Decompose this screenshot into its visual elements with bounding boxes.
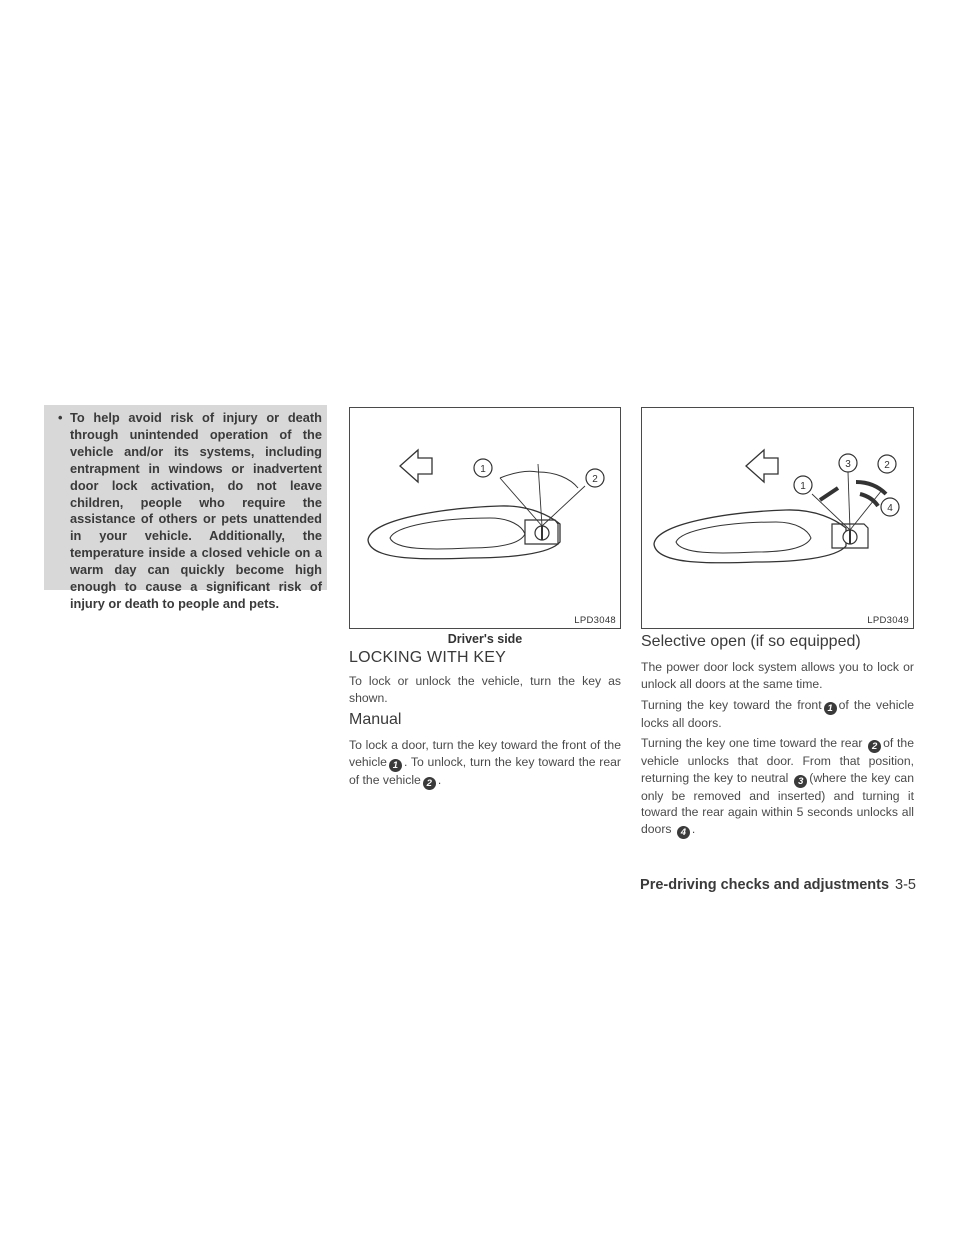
- footer-section-title: Pre-driving checks and adjustments: [640, 877, 890, 893]
- page-footer: [640, 877, 916, 893]
- svg-text:1: 1: [480, 464, 486, 475]
- manual-paragraph: To lock a door, turn the key toward the front of the vehicle 1 . To unlock, turn the key toward the rear of the vehicle 2 .: [349, 738, 621, 789]
- door-handle-diagram-2: [642, 408, 913, 628]
- page-number: 3-5: [895, 877, 916, 893]
- figure-code: LPD3048: [574, 615, 616, 626]
- front-arrow-icon: [746, 450, 778, 482]
- section-heading-locking: LOCKING WITH KEY: [349, 649, 506, 666]
- figure-code: LPD3049: [867, 615, 909, 626]
- figure-selective-open: [641, 407, 914, 629]
- svg-text:3: 3: [845, 459, 851, 470]
- selective-p2: Turning the key toward the front 1 of the vehicle locks all doors.: [641, 698, 914, 730]
- subheading-selective-open: Selective open (if so equipped): [641, 633, 861, 650]
- front-arrow-icon: [400, 450, 432, 482]
- svg-text:2: 2: [592, 474, 598, 485]
- marker-1-icon: 1: [824, 702, 837, 715]
- subheading-manual: Manual: [349, 711, 402, 728]
- svg-text:4: 4: [887, 503, 893, 514]
- bullet-icon: •: [58, 410, 63, 425]
- figure-drivers-side: [349, 407, 621, 629]
- marker-1-icon: 1: [389, 759, 402, 772]
- marker-4-icon: 4: [677, 826, 690, 839]
- svg-text:2: 2: [884, 460, 890, 471]
- marker-3-icon: 3: [794, 775, 807, 788]
- svg-text:1: 1: [800, 481, 806, 492]
- selective-p3: Turning the key one time toward the rear 2 of the vehicle unlocks that door. From that position, returning the key to neutral 3 (where the key can only be removed and inserted) and turning it toward the rear again within 5 seconds unlocks all doors 4 .: [641, 736, 914, 838]
- marker-2-icon: 2: [868, 740, 881, 753]
- warning-box: [44, 405, 327, 611]
- locking-intro: To lock or unlock the vehicle, turn the key as shown.: [349, 674, 621, 705]
- warning-text: [58, 410, 322, 613]
- warning-body: To help avoid risk of injury or death through unintended operation of the vehicle and/or its systems, including entrapment in windows or inadvertent door lock activation, do not leave children, people who require the assistance of others or pets unattended in your vehicle. Additionally, the temperature inside a closed vehicle on a warm day can quickly become high enough to cause a significant risk of injury or death to people and pets.: [70, 410, 322, 611]
- door-handle-diagram-1: [350, 408, 620, 628]
- figure-caption: Driver's side: [447, 632, 523, 646]
- marker-2-icon: 2: [423, 777, 436, 790]
- selective-p1: The power door lock system allows you to lock or unlock all doors at the same time.: [641, 660, 914, 691]
